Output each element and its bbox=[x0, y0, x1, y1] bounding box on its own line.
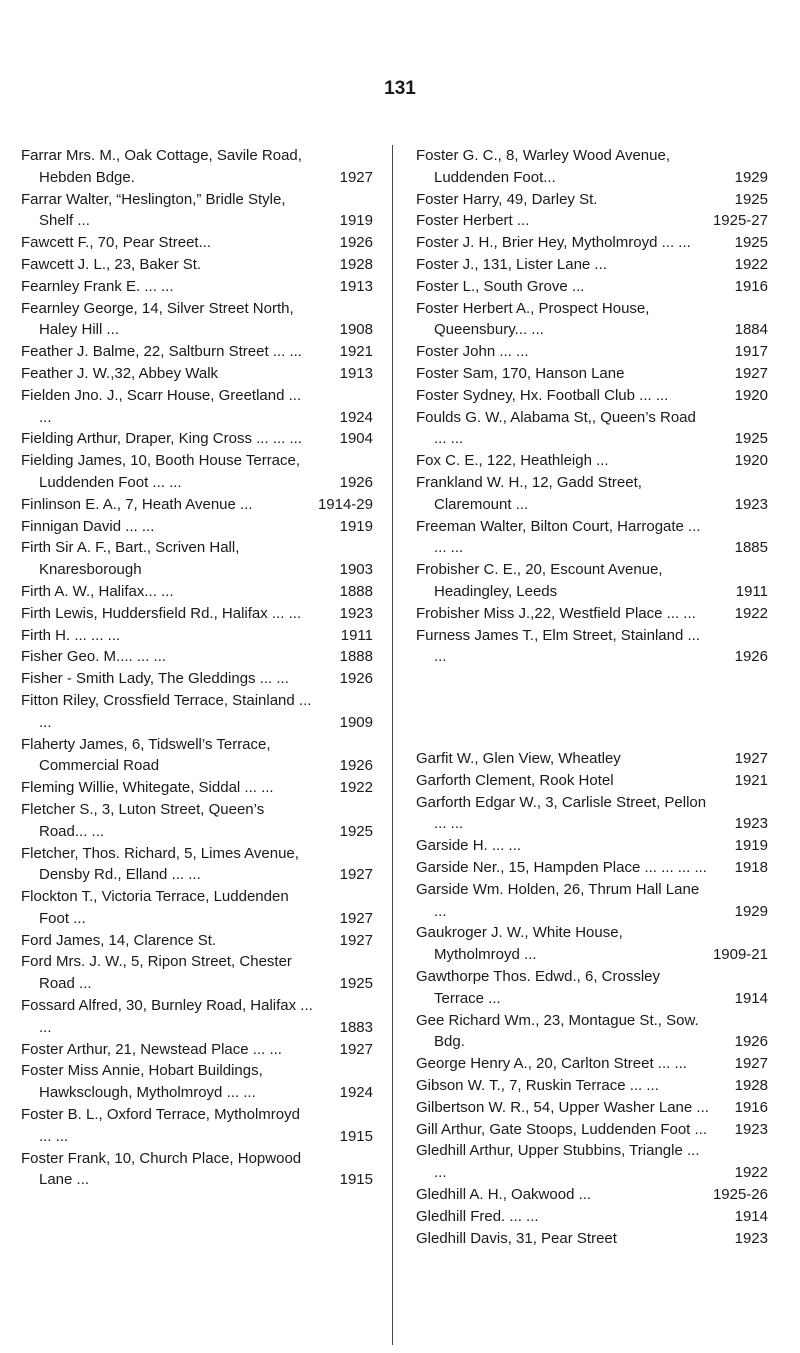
right-column-upper bbox=[416, 145, 768, 668]
directory-entry bbox=[416, 516, 768, 560]
entry-name-address: Fletcher S., 3, Luton Street, Queen’s Road... ... bbox=[21, 800, 265, 840]
entry-year: 1913 bbox=[339, 364, 373, 382]
directory-entry bbox=[21, 189, 373, 233]
entry-name-address: Foster Arthur, 21, Newstead Place ... ... bbox=[21, 1040, 282, 1058]
entry-year: 1903 bbox=[339, 561, 373, 579]
entry-name-address: Gilbertson W. R., 54, Upper Washer Lane ... bbox=[416, 1098, 709, 1116]
directory-entry bbox=[21, 1039, 373, 1061]
directory-entry bbox=[416, 1140, 768, 1184]
entry-name-address: Gaukroger J. W., White House, Mytholmroyd ... bbox=[416, 924, 623, 964]
entry-name-address: Foster J. H., Brier Hey, Mytholmroyd ... ... bbox=[416, 234, 691, 252]
directory-entry bbox=[21, 690, 373, 734]
directory-entry bbox=[21, 581, 373, 603]
entry-year: 1923 bbox=[734, 1229, 768, 1247]
directory-entry bbox=[416, 748, 768, 770]
column-divider bbox=[392, 145, 393, 1345]
directory-entry bbox=[21, 646, 373, 668]
directory-entry bbox=[416, 1206, 768, 1228]
entry-name-address: Fawcett F., 70, Pear Street... bbox=[21, 234, 212, 252]
entry-year: 1924 bbox=[339, 408, 373, 426]
entry-year: 1927 bbox=[339, 168, 373, 186]
directory-entry bbox=[21, 145, 373, 189]
entry-year: 1926 bbox=[339, 670, 373, 688]
entry-year: 1925-27 bbox=[712, 212, 768, 230]
entry-year: 1926 bbox=[734, 648, 768, 666]
entry-name-address: Fleming Willie, Whitegate, Siddal ... ... bbox=[21, 779, 274, 797]
entry-year: 1911 bbox=[340, 626, 373, 644]
entry-year: 1926 bbox=[734, 1033, 768, 1051]
entry-year: 1923 bbox=[734, 815, 768, 833]
entry-year: 1908 bbox=[339, 321, 373, 339]
entry-name-address: Fitton Riley, Crossfield Terrace, Stainland ... ... bbox=[21, 691, 312, 731]
entry-year: 1921 bbox=[734, 771, 768, 789]
entry-year: 1927 bbox=[734, 1055, 768, 1073]
directory-entry bbox=[416, 879, 768, 923]
entry-year: 1924 bbox=[339, 1084, 373, 1102]
entry-year: 1904 bbox=[339, 430, 373, 448]
entry-name-address: Gledhill Arthur, Upper Stubbins, Triangle ... ... bbox=[416, 1142, 700, 1182]
entry-name-address: Garside H. ... ... bbox=[416, 837, 522, 855]
entry-name-address: Foster Herbert A., Prospect House, Queensbury... ... bbox=[416, 299, 650, 339]
directory-entry bbox=[21, 232, 373, 254]
entry-name-address: Fisher Geo. M.... ... ... bbox=[21, 648, 167, 666]
entry-name-address: Foster G. C., 8, Warley Wood Avenue, Luddenden Foot... bbox=[416, 147, 670, 186]
entry-year: 1928 bbox=[339, 255, 373, 273]
directory-entry bbox=[416, 1010, 768, 1054]
entry-year: 1920 bbox=[734, 452, 768, 470]
entry-year: 1911 bbox=[735, 582, 768, 600]
entry-name-address: Flaherty James, 6, Tidswell’s Terrace, Commercial Road bbox=[21, 735, 271, 775]
entry-year: 1883 bbox=[339, 1018, 373, 1036]
directory-entry bbox=[416, 1053, 768, 1075]
directory-entry bbox=[21, 930, 373, 952]
directory-entry bbox=[21, 886, 373, 930]
entry-year: 1888 bbox=[339, 582, 373, 600]
right-column-lower bbox=[416, 748, 768, 1249]
entry-year: 1925 bbox=[734, 234, 768, 252]
directory-entry bbox=[416, 1097, 768, 1119]
directory-entry bbox=[21, 777, 373, 799]
directory-entry bbox=[416, 922, 768, 966]
directory-entry bbox=[416, 254, 768, 276]
entry-name-address: Gill Arthur, Gate Stoops, Luddenden Foot ... bbox=[416, 1120, 708, 1138]
entry-year: 1919 bbox=[339, 212, 373, 230]
entry-name-address: Foster Miss Annie, Hobart Buildings, Hawksclough, Mytholmroyd ... ... bbox=[21, 1062, 263, 1102]
entry-year: 1914-29 bbox=[317, 495, 373, 513]
directory-entry bbox=[21, 951, 373, 995]
directory-entry bbox=[21, 363, 373, 385]
entry-year: 1927 bbox=[339, 866, 373, 884]
entry-year: 1920 bbox=[734, 386, 768, 404]
entry-name-address: Foster Harry, 49, Darley St. bbox=[416, 190, 598, 208]
directory-entry bbox=[21, 995, 373, 1039]
directory-entry bbox=[416, 232, 768, 254]
entry-name-address: Foster Frank, 10, Church Place, Hopwood Lane ... bbox=[21, 1149, 302, 1189]
entry-name-address: Garside Wm. Holden, 26, Thrum Hall Lane ... bbox=[416, 880, 700, 920]
entry-year: 1927 bbox=[339, 931, 373, 949]
entry-year: 1923 bbox=[734, 1120, 768, 1138]
entry-name-address: Gledhill A. H., Oakwood ... bbox=[416, 1185, 592, 1203]
entry-year: 1918 bbox=[734, 858, 768, 876]
entry-name-address: Farrar Walter, “Heslington,” Bridle Style, Shelf ... bbox=[21, 190, 286, 230]
entry-name-address: Gawthorpe Thos. Edwd., 6, Crossley Terrace ... bbox=[416, 967, 660, 1007]
directory-entry bbox=[416, 210, 768, 232]
entry-name-address: Gibson W. T., 7, Ruskin Terrace ... ... bbox=[416, 1076, 659, 1094]
directory-entry bbox=[21, 668, 373, 690]
entry-year: 1925-26 bbox=[712, 1185, 768, 1203]
left-column bbox=[21, 145, 373, 1191]
entry-year: 1929 bbox=[734, 168, 768, 186]
directory-entry bbox=[416, 603, 768, 625]
directory-entry bbox=[416, 835, 768, 857]
entry-name-address: Foster John ... ... bbox=[416, 343, 529, 361]
entry-year: 1923 bbox=[339, 604, 373, 622]
directory-entry bbox=[416, 145, 768, 189]
entry-year: 1927 bbox=[734, 750, 768, 767]
directory-entry bbox=[21, 1148, 373, 1192]
entry-name-address: Firth Sir A. F., Bart., Scriven Hall, Knaresborough bbox=[21, 539, 240, 579]
directory-entry bbox=[416, 1119, 768, 1141]
entry-year: 1922 bbox=[734, 1164, 768, 1182]
entry-year: 1915 bbox=[339, 1171, 373, 1189]
directory-entry bbox=[21, 494, 373, 516]
entry-year: 1916 bbox=[734, 1098, 768, 1116]
entry-name-address: Ford James, 14, Clarence St. bbox=[21, 931, 217, 949]
entry-name-address: Foster B. L., Oxford Terrace, Mytholmroyd ... ... bbox=[21, 1106, 300, 1145]
directory-entry bbox=[416, 1075, 768, 1097]
entry-year: 1914 bbox=[734, 1207, 768, 1225]
entry-name-address: Fawcett J. L., 23, Baker St. bbox=[21, 255, 202, 273]
entry-year: 1923 bbox=[734, 495, 768, 513]
entry-name-address: Feather J. Balme, 22, Saltburn Street ... ... bbox=[21, 343, 302, 361]
directory-entry bbox=[21, 1060, 373, 1104]
entry-year: 1921 bbox=[339, 343, 373, 361]
directory-entry bbox=[21, 254, 373, 276]
entry-name-address: Fearnley George, 14, Silver Street North, Haley Hill ... bbox=[21, 299, 294, 339]
entry-year: 1884 bbox=[734, 321, 768, 339]
entry-year: 1925 bbox=[339, 975, 373, 993]
directory-entry bbox=[21, 428, 373, 450]
entry-name-address: Flockton T., Victoria Terrace, Luddenden Foot ... bbox=[21, 888, 289, 927]
directory-entry bbox=[416, 189, 768, 211]
entry-year: 1888 bbox=[339, 648, 373, 666]
entry-year: 1922 bbox=[734, 604, 768, 622]
entry-year: 1909-21 bbox=[712, 946, 768, 964]
directory-entry bbox=[21, 385, 373, 429]
entry-name-address: Firth A. W., Halifax... ... bbox=[21, 582, 174, 600]
directory-entry bbox=[416, 363, 768, 385]
directory-entry bbox=[416, 792, 768, 836]
entry-name-address: Firth H. ... ... ... bbox=[21, 626, 121, 644]
entry-name-address: Gee Richard Wm., 23, Montague St., Sow. Bdg. bbox=[416, 1011, 699, 1051]
entry-year: 1927 bbox=[339, 909, 373, 927]
entry-name-address: Garside Ner., 15, Hampden Place ... ... ... ... bbox=[416, 858, 707, 876]
entry-year: 1914 bbox=[734, 989, 768, 1007]
directory-entry bbox=[416, 1228, 768, 1250]
entry-name-address: Feather J. W.,32, Abbey Walk bbox=[21, 364, 219, 382]
entry-name-address: Gledhill Fred. ... ... bbox=[416, 1207, 539, 1225]
page-number: 131 bbox=[384, 78, 416, 99]
entry-year: 1919 bbox=[339, 517, 373, 535]
entry-year: 1926 bbox=[339, 757, 373, 775]
directory-entry bbox=[416, 450, 768, 472]
directory-entry bbox=[21, 734, 373, 778]
entry-name-address: Garforth Clement, Rook Hotel bbox=[416, 771, 614, 789]
entry-name-address: Frobisher Miss J.,22, Westfield Place ... ... bbox=[416, 604, 696, 622]
entry-name-address: Frobisher C. E., 20, Escount Avenue, Headingley, Leeds bbox=[416, 561, 663, 600]
entry-name-address: Fielden Jno. J., Scarr House, Greetland ... ... bbox=[21, 386, 302, 426]
directory-entry bbox=[21, 603, 373, 625]
directory-entry bbox=[416, 625, 768, 669]
entry-name-address: George Henry A., 20, Carlton Street ... ... bbox=[416, 1055, 687, 1073]
entry-name-address: Garfit W., Glen View, Wheatley bbox=[416, 750, 621, 767]
directory-entry bbox=[21, 625, 373, 647]
entry-year: 1925 bbox=[734, 190, 768, 208]
directory-entry bbox=[416, 1184, 768, 1206]
entry-year: 1925 bbox=[339, 822, 373, 840]
directory-entry bbox=[21, 341, 373, 363]
directory-entry bbox=[416, 770, 768, 792]
entry-name-address: Foster L., South Grove ... bbox=[416, 277, 585, 295]
directory-entry bbox=[416, 857, 768, 879]
entry-name-address: Firth Lewis, Huddersfield Rd., Halifax ... ... bbox=[21, 604, 302, 622]
directory-entry bbox=[21, 799, 373, 843]
entry-name-address: Farrar Mrs. M., Oak Cottage, Savile Road, Hebden Bdge. bbox=[21, 147, 302, 186]
entry-name-address: Foulds G. W., Alabama St,, Queen’s Road ... ... bbox=[416, 408, 696, 448]
entry-year: 1926 bbox=[339, 234, 373, 252]
directory-entry bbox=[21, 537, 373, 581]
entry-year: 1916 bbox=[734, 277, 768, 295]
directory-entry bbox=[416, 407, 768, 451]
directory-entry bbox=[416, 298, 768, 342]
entry-name-address: Foster Herbert ... bbox=[416, 212, 530, 230]
directory-entry bbox=[21, 450, 373, 494]
entry-year: 1909 bbox=[339, 713, 373, 731]
entry-year: 1927 bbox=[339, 1040, 373, 1058]
entry-year: 1922 bbox=[339, 779, 373, 797]
entry-name-address: Ford Mrs. J. W., 5, Ripon Street, Chester Road ... bbox=[21, 953, 292, 993]
entry-year: 1917 bbox=[734, 343, 768, 361]
entry-name-address: Furness James T., Elm Street, Stainland ... ... bbox=[416, 626, 701, 666]
entry-name-address: Foster J., 131, Lister Lane ... bbox=[416, 255, 607, 273]
directory-entry bbox=[416, 559, 768, 603]
entry-name-address: Fearnley Frank E. ... ... bbox=[21, 277, 174, 295]
entry-name-address: Frankland W. H., 12, Gadd Street, Claremount ... bbox=[416, 473, 642, 513]
entry-name-address: Foster Sydney, Hx. Football Club ... ... bbox=[416, 386, 669, 404]
directory-entry bbox=[21, 516, 373, 538]
directory-entry bbox=[21, 276, 373, 298]
directory-entry bbox=[416, 966, 768, 1010]
directory-entry bbox=[416, 385, 768, 407]
entry-name-address: Freeman Walter, Bilton Court, Harrogate ... ... ... bbox=[416, 517, 701, 557]
directory-entry bbox=[416, 276, 768, 298]
entry-year: 1913 bbox=[339, 277, 373, 295]
entry-name-address: Garforth Edgar W., 3, Carlisle Street, Pellon ... ... bbox=[416, 793, 707, 833]
directory-entry bbox=[21, 298, 373, 342]
directory-entry bbox=[416, 472, 768, 516]
entry-name-address: Finlinson E. A., 7, Heath Avenue ... bbox=[21, 495, 253, 513]
entry-name-address: Fletcher, Thos. Richard, 5, Limes Avenue, Densby Rd., Elland ... ... bbox=[21, 844, 299, 884]
entry-year: 1925 bbox=[734, 430, 768, 448]
entry-year: 1926 bbox=[339, 473, 373, 491]
entry-name-address: Fielding Arthur, Draper, King Cross ... ... ... bbox=[21, 430, 302, 448]
directory-entry bbox=[21, 843, 373, 887]
entry-year: 1922 bbox=[734, 255, 768, 273]
entry-name-address: Fisher - Smith Lady, The Gleddings ... ... bbox=[21, 670, 289, 688]
entry-year: 1928 bbox=[734, 1076, 768, 1094]
entry-name-address: Fox C. E., 122, Heathleigh ... bbox=[416, 452, 609, 470]
entry-year: 1885 bbox=[734, 539, 768, 557]
entry-name-address: Foster Sam, 170, Hanson Lane bbox=[416, 364, 625, 382]
directory-entry bbox=[416, 341, 768, 363]
entry-year: 1919 bbox=[734, 837, 768, 855]
entry-name-address: Fossard Alfred, 30, Burnley Road, Halifax ... ... bbox=[21, 997, 313, 1036]
entry-year: 1915 bbox=[339, 1127, 373, 1145]
directory-entry bbox=[21, 1104, 373, 1148]
entry-year: 1927 bbox=[734, 364, 768, 382]
entry-name-address: Gledhill Davis, 31, Pear Street bbox=[416, 1229, 617, 1247]
entry-name-address: Fielding James, 10, Booth House Terrace, Luddenden Foot ... ... bbox=[21, 452, 301, 491]
entry-name-address: Finnigan David ... ... bbox=[21, 517, 155, 535]
entry-year: 1929 bbox=[734, 902, 768, 920]
